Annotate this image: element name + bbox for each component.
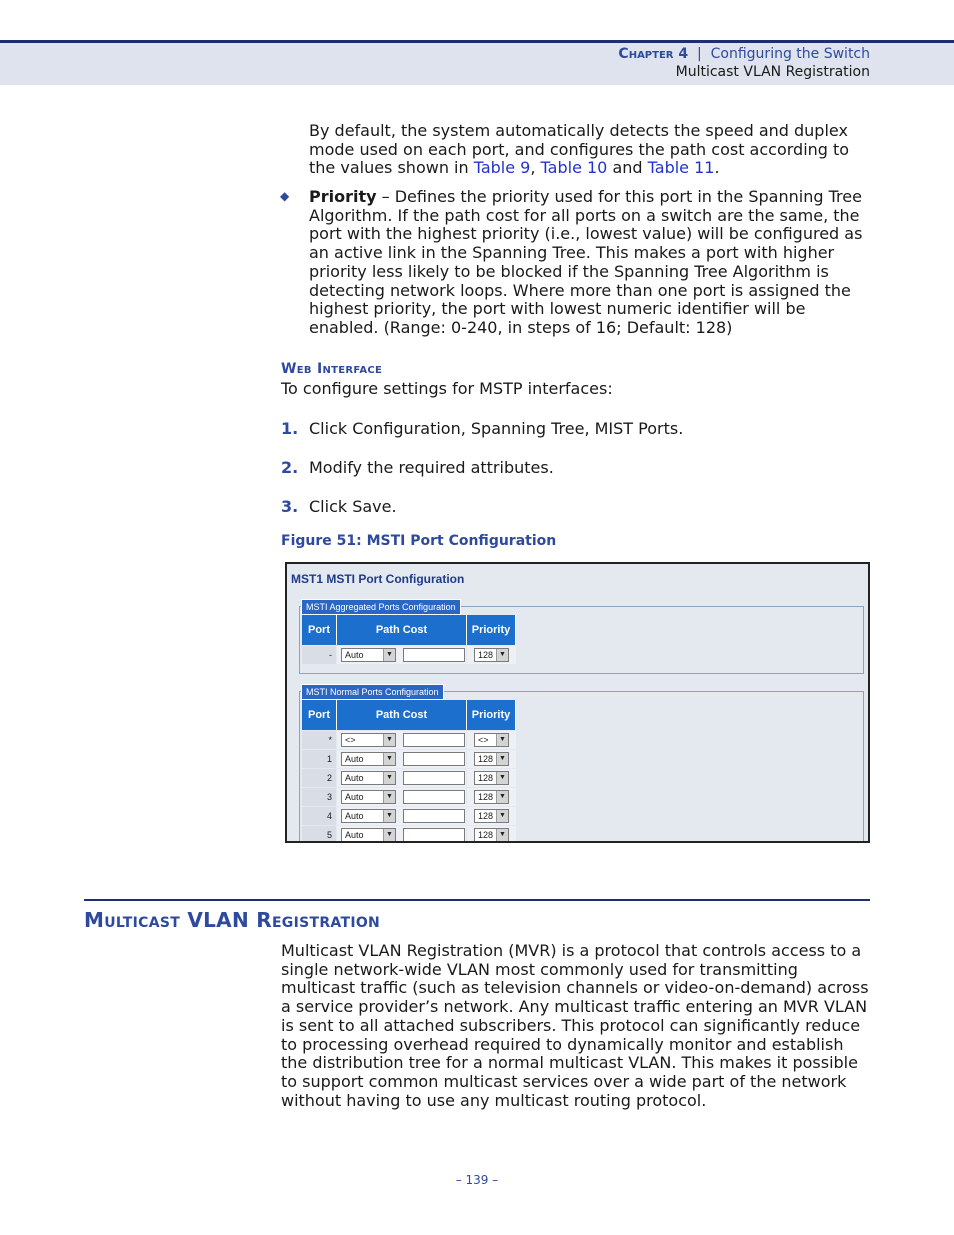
path-cost-value: <> — [345, 735, 356, 745]
priority-description: – Defines the priority used for this port in the Spanning Tree Algorithm. If the path cost for all ports on a switch are the same, the port with the highest priority (i.e., lowest value) will be configured as an active link in the Spanning Tree. This makes a port with higher priority less likely to be blocked if the Spanning Tree Algorithm is detecting network loops. Where more than one port is assigned the highest priority, the port with lowest numeric identifier will be enabled. (Range: 0-240, in steps of 16; Default: 128) — [309, 187, 863, 337]
table-row — [302, 826, 516, 843]
normal-ports-legend: MSTI Normal Ports Configuration — [301, 684, 444, 700]
path-cost-value: Auto — [345, 830, 364, 840]
dropdown-arrow-icon: ▼ — [383, 649, 395, 661]
aggregated-ports-table — [302, 615, 516, 665]
page-number: – 139 – — [455, 1173, 499, 1187]
col-port-header: Port — [302, 700, 337, 730]
path-cost-select[interactable] — [341, 752, 396, 766]
aggregated-ports-legend: MSTI Aggregated Ports Configuration — [301, 599, 461, 615]
path-cost-value: Auto — [345, 773, 364, 783]
table-row — [302, 731, 516, 749]
path-cost-input[interactable] — [403, 648, 465, 662]
table-row — [302, 807, 516, 825]
dropdown-arrow-icon: ▼ — [383, 791, 395, 803]
priority-cell — [467, 807, 516, 825]
port-cell: 2 — [302, 769, 336, 787]
step-2-text: Modify the required attributes. — [309, 458, 554, 477]
dropdown-arrow-icon: ▼ — [496, 734, 508, 746]
path-cost-input[interactable] — [403, 809, 465, 823]
step-1-number: 1. — [281, 419, 299, 438]
path-cost-select[interactable] — [341, 733, 396, 747]
col-port-header: Port — [302, 615, 337, 645]
path-cost-select[interactable] — [341, 790, 396, 804]
dropdown-arrow-icon: ▼ — [383, 734, 395, 746]
priority-cell — [467, 750, 516, 768]
step-3-number: 3. — [281, 497, 299, 516]
table-row — [302, 788, 516, 806]
col-priority-header: Priority — [467, 615, 516, 645]
path-cost-input[interactable] — [403, 752, 465, 766]
priority-select[interactable] — [474, 790, 509, 804]
web-interface-lead: To configure settings for MSTP interfaces: — [281, 379, 613, 398]
priority-cell — [467, 646, 516, 664]
path-cost-cell — [337, 769, 466, 787]
table-10-link[interactable]: Table 10 — [540, 158, 608, 178]
path-cost-select[interactable] — [341, 648, 396, 662]
web-interface-heading: Web Interface — [281, 361, 383, 377]
priority-value: 128 — [478, 773, 494, 783]
priority-select[interactable] — [474, 648, 509, 662]
port-cell: * — [302, 731, 336, 749]
path-cost-cell — [337, 731, 466, 749]
priority-select[interactable] — [474, 733, 509, 747]
priority-cell — [467, 731, 516, 749]
priority-value: 128 — [478, 754, 494, 764]
priority-cell — [467, 769, 516, 787]
priority-cell — [467, 826, 516, 843]
col-priority-header: Priority — [467, 700, 516, 730]
step-2-number: 2. — [281, 458, 299, 477]
dropdown-arrow-icon: ▼ — [496, 829, 508, 841]
col-path-cost-header: Path Cost — [337, 700, 467, 730]
step-1-text: Click Configuration, Spanning Tree, MIST Ports. — [309, 419, 684, 438]
table-row — [302, 750, 516, 768]
section-rule — [84, 899, 870, 901]
table-row — [302, 769, 516, 787]
priority-value: 128 — [478, 830, 494, 840]
normal-ports-table — [302, 700, 516, 843]
path-cost-cell — [337, 826, 466, 843]
port-cell: - — [302, 646, 336, 664]
path-cost-select[interactable] — [341, 828, 396, 842]
port-cell: 4 — [302, 807, 336, 825]
priority-value: 128 — [478, 811, 494, 821]
priority-value: 128 — [478, 792, 494, 802]
step-3-text: Click Save. — [309, 497, 397, 516]
section-body: Multicast VLAN Registration (MVR) is a protocol that controls access to a single network-wide VLAN most commonly used for transmitting multicast traffic (such as television channels or video-on-demand) across a service provider’s network. Any multicast traffic entering an MVR VLAN is sent to all attached subscribers. This protocol can significantly reduce to processing overhead required to dynamically monitor and establish the distribution tree for a normal multicast VLAN. This makes it possible to support common multicast services over a wide part of the network without having to use any multicast routing protocol. — [281, 941, 869, 1110]
dropdown-arrow-icon: ▼ — [383, 829, 395, 841]
running-header-chapter — [618, 46, 870, 62]
intro-comma: , — [530, 158, 541, 178]
priority-paragraph — [309, 188, 874, 338]
running-header-section: Multicast VLAN Registration — [675, 64, 870, 80]
intro-paragraph — [309, 122, 874, 178]
priority-value: 128 — [478, 650, 494, 660]
path-cost-input[interactable] — [403, 790, 465, 804]
intro-and: and — [607, 158, 648, 178]
priority-term: Priority — [309, 187, 377, 206]
diamond-bullet-icon: ◆ — [280, 189, 290, 203]
path-cost-cell — [337, 788, 466, 806]
priority-select[interactable] — [474, 752, 509, 766]
path-cost-cell — [337, 750, 466, 768]
path-cost-value: Auto — [345, 792, 364, 802]
table-11-link[interactable]: Table 11 — [647, 158, 715, 178]
priority-cell — [467, 788, 516, 806]
chapter-title: Configuring the Switch — [710, 46, 870, 62]
section-title: Multicast VLAN Registration — [84, 908, 381, 932]
dropdown-arrow-icon: ▼ — [496, 753, 508, 765]
table-row — [302, 646, 516, 664]
path-cost-input[interactable] — [403, 771, 465, 785]
path-cost-select[interactable] — [341, 809, 396, 823]
path-cost-select[interactable] — [341, 771, 396, 785]
priority-select[interactable] — [474, 771, 509, 785]
port-cell: 5 — [302, 826, 336, 843]
dropdown-arrow-icon: ▼ — [496, 649, 508, 661]
path-cost-input[interactable] — [403, 733, 465, 747]
chapter-label: Chapter 4 — [618, 46, 689, 62]
dropdown-arrow-icon: ▼ — [496, 810, 508, 822]
screenshot-title: MST1 MSTI Port Configuration — [291, 572, 465, 586]
header-separator: | — [697, 46, 702, 62]
msti-port-config-screenshot — [285, 562, 870, 843]
port-cell: 1 — [302, 750, 336, 768]
dropdown-arrow-icon: ▼ — [496, 772, 508, 784]
dropdown-arrow-icon: ▼ — [383, 772, 395, 784]
dropdown-arrow-icon: ▼ — [383, 810, 395, 822]
path-cost-input[interactable] — [403, 828, 465, 842]
table-9-link[interactable]: Table 9 — [473, 158, 531, 178]
figure-caption: Figure 51: MSTI Port Configuration — [281, 533, 557, 549]
path-cost-value: Auto — [345, 650, 364, 660]
path-cost-value: Auto — [345, 754, 364, 764]
port-cell: 3 — [302, 788, 336, 806]
dropdown-arrow-icon: ▼ — [496, 791, 508, 803]
priority-select[interactable] — [474, 809, 509, 823]
intro-text: By default, the system automatically detects the speed and duplex mode used on each port, and configures the path cost according to the values shown in — [309, 121, 850, 178]
path-cost-value: Auto — [345, 811, 364, 821]
path-cost-cell — [337, 646, 466, 664]
col-path-cost-header: Path Cost — [337, 615, 467, 645]
path-cost-cell — [337, 807, 466, 825]
priority-value: <> — [478, 735, 489, 745]
dropdown-arrow-icon: ▼ — [383, 753, 395, 765]
priority-select[interactable] — [474, 828, 509, 842]
intro-period: . — [714, 158, 720, 178]
